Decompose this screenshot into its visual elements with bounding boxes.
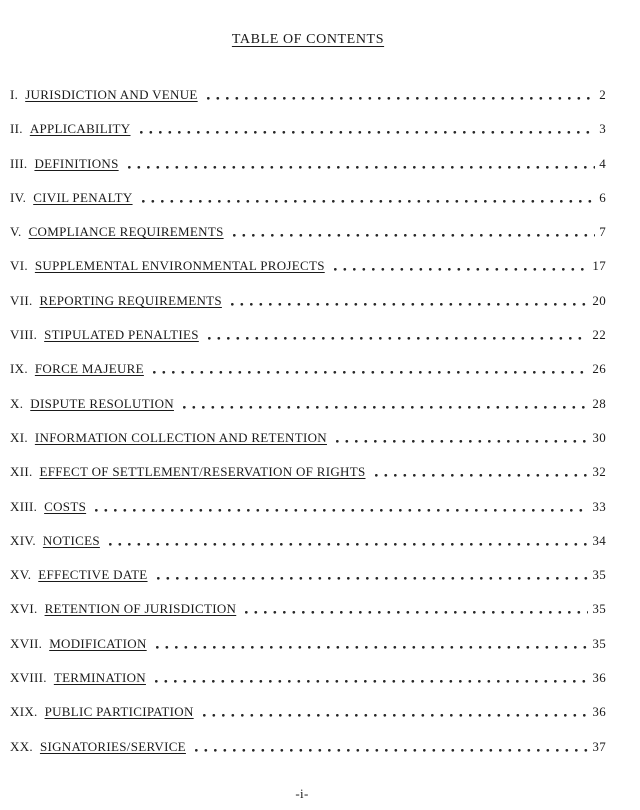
toc-entry-page: 3 — [599, 121, 606, 137]
toc-entry-heading: EFFECTIVE DATE — [38, 567, 148, 583]
dot-leader — [155, 670, 588, 685]
toc-entry-numeral: XVI. — [10, 601, 38, 617]
toc-entry — [10, 462, 606, 479]
dot-leader — [195, 739, 588, 754]
toc-entry-heading: STIPULATED PENALTIES — [44, 327, 199, 343]
toc-entry-heading: NOTICES — [42, 532, 100, 548]
toc-entry — [10, 188, 606, 205]
dot-leader — [334, 258, 589, 273]
toc-entry-page: 33 — [592, 498, 606, 514]
toc-entry-page: 32 — [592, 464, 606, 480]
page-footer: -i- — [295, 786, 309, 801]
toc-entry-numeral: XVII. — [10, 635, 43, 651]
toc-entry — [10, 85, 606, 102]
toc-entry — [10, 359, 606, 376]
toc-entry-numeral: XIV. — [10, 532, 36, 548]
toc-entry — [10, 256, 606, 273]
title-row — [10, 30, 606, 47]
toc-entry — [10, 394, 606, 411]
toc-list — [10, 85, 606, 754]
toc-entry-numeral: XIX. — [10, 704, 38, 720]
toc-entry-page: 37 — [592, 738, 606, 754]
dot-leader — [109, 533, 589, 548]
page-title: TABLE OF CONTENTS — [231, 32, 385, 47]
dot-leader — [157, 567, 589, 582]
toc-entry-page: 28 — [592, 395, 606, 411]
toc-entry — [10, 325, 606, 342]
toc-entry-numeral: XIII. — [10, 498, 38, 514]
toc-entry-numeral: XI. — [10, 429, 28, 445]
dot-leader — [142, 190, 596, 205]
toc-entry-heading: MODIFICATION — [49, 635, 147, 651]
toc-entry-heading: INFORMATION COLLECTION AND RETENTION — [34, 429, 327, 445]
toc-entry — [10, 222, 606, 239]
toc-entry-numeral: V. — [10, 224, 22, 240]
toc-entry — [10, 668, 606, 685]
toc-entry — [10, 428, 606, 445]
toc-entry-numeral: VII. — [10, 292, 33, 308]
toc-entry-heading: COSTS — [44, 498, 87, 514]
dot-leader — [128, 156, 596, 171]
toc-entry-page: 7 — [599, 224, 606, 240]
toc-entry-heading: PUBLIC PARTICIPATION — [44, 704, 194, 720]
toc-entry-heading: SUPPLEMENTAL ENVIRONMENTAL PROJECTS — [34, 258, 325, 274]
dot-leader — [207, 87, 596, 102]
toc-entry-page: 4 — [599, 155, 606, 171]
toc-entry-heading: TERMINATION — [53, 670, 146, 686]
toc-entry-numeral: VI. — [10, 258, 28, 274]
toc-entry-numeral: IV. — [10, 189, 27, 205]
toc-entry-page: 30 — [592, 429, 606, 445]
toc-entry-numeral: IX. — [10, 361, 28, 377]
toc-entry-numeral: XX. — [10, 738, 33, 754]
dot-leader — [203, 704, 589, 719]
toc-entry — [10, 565, 606, 582]
toc-entry-heading: RETENTION OF JURISDICTION — [44, 601, 237, 617]
toc-entry — [10, 291, 606, 308]
dot-leader — [336, 430, 588, 445]
toc-entry-heading: DISPUTE RESOLUTION — [30, 395, 174, 411]
toc-entry — [10, 119, 606, 136]
toc-entry-page: 35 — [592, 601, 606, 617]
dot-leader — [140, 121, 596, 136]
toc-entry — [10, 599, 606, 616]
toc-entry — [10, 702, 606, 719]
toc-entry-page: 22 — [592, 327, 606, 343]
toc-entry-page: 20 — [592, 292, 606, 308]
toc-entry-page: 34 — [592, 532, 606, 548]
toc-entry-page: 2 — [599, 87, 606, 102]
toc-entry — [10, 531, 606, 548]
toc-entry-numeral: XII. — [10, 464, 33, 480]
dot-leader — [183, 396, 588, 411]
dot-leader — [156, 636, 589, 651]
toc-entry-page: 36 — [592, 704, 606, 720]
toc-entry-numeral: VIII. — [10, 327, 38, 343]
dot-leader — [245, 601, 588, 616]
toc-entry-numeral: XV. — [10, 567, 32, 583]
toc-entry-numeral: III. — [10, 155, 28, 171]
dot-leader — [153, 361, 589, 376]
toc-entry-heading: REPORTING REQUIREMENTS — [39, 292, 222, 308]
toc-entry-page: 26 — [592, 361, 606, 377]
toc-entry-numeral: II. — [10, 121, 23, 137]
dot-leader — [231, 293, 588, 308]
toc-entry-page: 36 — [592, 670, 606, 686]
toc-entry-heading: APPLICABILITY — [29, 121, 131, 137]
toc-entry-numeral: X. — [10, 395, 24, 411]
toc-entry-heading: COMPLIANCE REQUIREMENTS — [28, 224, 224, 240]
dot-leader — [208, 327, 589, 342]
toc-entry-heading: DEFINITIONS — [34, 155, 119, 171]
toc-entry-page: 35 — [592, 567, 606, 583]
toc-entry-heading: EFFECT OF SETTLEMENT/RESERVATION OF RIGHTS — [39, 464, 366, 480]
toc-entry — [10, 154, 606, 171]
toc-entry-heading: SIGNATORIES/SERVICE — [39, 738, 186, 754]
toc-entry-heading: FORCE MAJEURE — [34, 361, 144, 377]
dot-leader — [95, 499, 588, 514]
toc-entry — [10, 497, 606, 514]
toc-entry-numeral: I. — [10, 87, 19, 102]
toc-entry — [10, 634, 606, 651]
toc-entry-heading: CIVIL PENALTY — [33, 189, 133, 205]
dot-leader — [233, 224, 596, 239]
toc-entry-page: 6 — [599, 189, 606, 205]
toc-entry-heading: JURISDICTION AND VENUE — [25, 87, 198, 102]
toc-entry — [10, 737, 606, 754]
toc-entry-page: 35 — [592, 635, 606, 651]
dot-leader — [375, 464, 589, 479]
toc-entry-page: 17 — [592, 258, 606, 274]
toc-entry-numeral: XVIII. — [10, 670, 47, 686]
